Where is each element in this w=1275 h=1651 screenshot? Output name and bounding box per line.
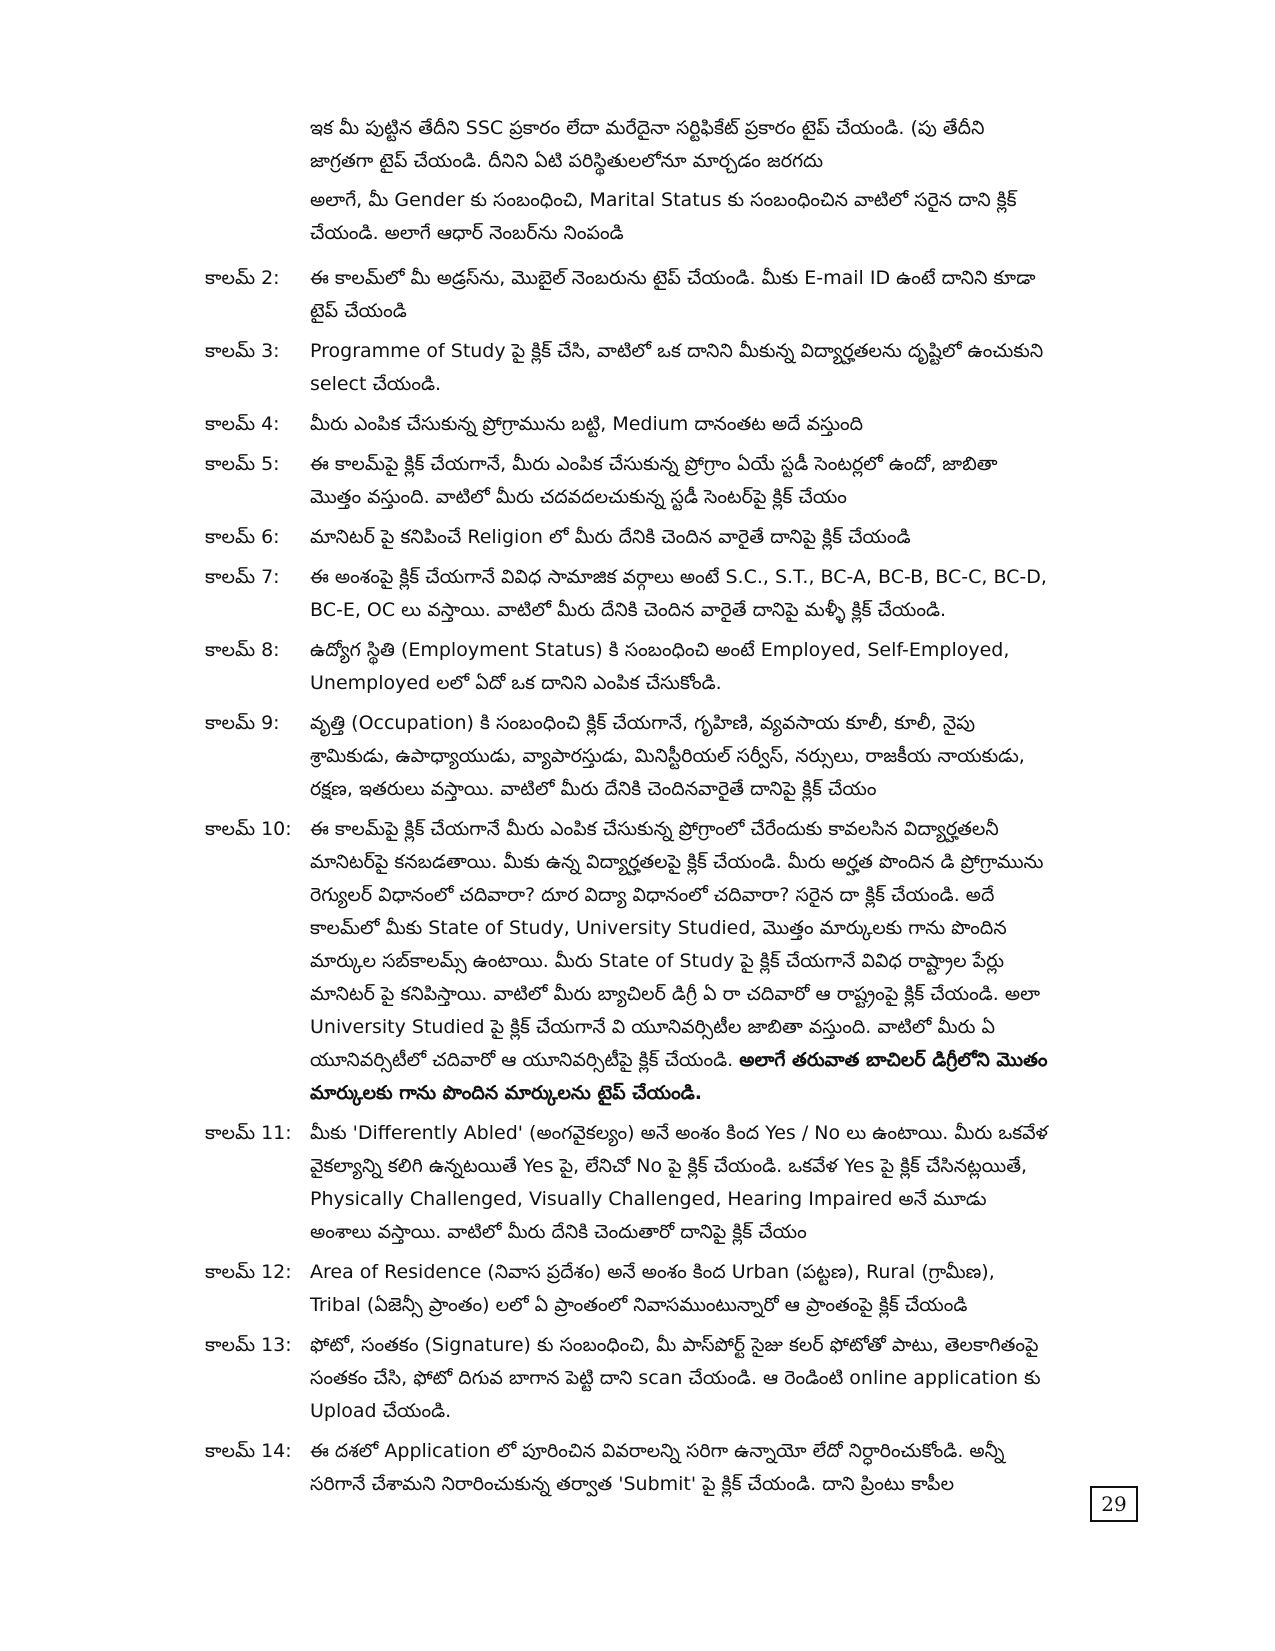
column-text: మీకు 'Differently Abled' (అంగవైకల్యం) అనే అంశం కింద Yes / No లు ఉంటాయి. మీరు ఒకవేళ వైకల్యాన్ని కలిగి ఉన్నటయితే Yes పై, లేనిచో No పై క్లిక్ చేయండి. ఒకవేళ Yes పై క్లిక్ చేసినట్లయితే, Physically Challenged, Visually Challenged, Hearing Impaired అనే మూడు అంశాలు వస్తాయి. వాటిలో మీరు దేనికి చెందుతారో దానిపై క్లిక్ చేయం xyxy=(310,1122,1048,1243)
intro-section xyxy=(310,112,1050,256)
column-label: కాలమ్ 7: xyxy=(205,566,280,588)
column-item-6 xyxy=(205,521,1055,554)
column-label: కాలమ్ 14: xyxy=(205,1440,292,1462)
column-text: Programme of Study పై క్లిక్ చేసి, వాటిలో ఒక దానిని మీకున్న విద్యార్హతలను దృష్టిలో ఉంచుకుని select చేయండి. xyxy=(310,340,1044,395)
column-label: కాలమ్ 8: xyxy=(205,639,280,661)
column-item-7 xyxy=(205,561,1055,627)
column-item-2 xyxy=(205,262,1055,328)
column-label: కాలమ్ 2: xyxy=(205,267,280,289)
column-text: మీరు ఎంపిక చేసుకున్న ప్రోగ్రామును బట్టి, Medium దానంతట అదే వస్తుంది xyxy=(310,413,864,435)
column-label: కాలమ్ 6: xyxy=(205,526,280,548)
column-text-block xyxy=(310,813,1050,1110)
column-label: కాలమ్ 3: xyxy=(205,340,280,362)
column-text: మానిటర్ పై కనిపించే Religion లో మీరు దేనికి చెందిన వారైతే దానిపై క్లిక్ చేయండి xyxy=(310,526,911,548)
column-item-12 xyxy=(205,1256,1055,1322)
column-text: ఈ కాలమ్‌పై క్లిక్ చేయగానే, మీరు ఎంపిక చేసుకున్న ప్రోగ్రాం ఏయే స్టడీ సెంటర్లలో ఉందో, జాబితా మొత్తం వస్తుంది. వాటిలో మీరు చదవదలచుకున్న స్టడీ సెంటర్‌పై క్లిక్ చేయం xyxy=(310,453,998,508)
column-item-9 xyxy=(205,707,1055,806)
column-item-3 xyxy=(205,335,1055,401)
column-item-11 xyxy=(205,1117,1055,1249)
column-text: ఈ అంశంపై క్లిక్ చేయగానే వివిధ సామాజిక వర్గాలు అంటే S.C., S.T., BC-A, BC-B, BC-C, BC-D, BC-E, OC లు వస్తాయి. వాటిలో మీరు దేనికి చెందిన వారైతే దానిపై మళ్ళీ క్లిక్ చేయండి. xyxy=(310,566,1047,621)
column-label: కాలమ్ 10: xyxy=(205,818,292,840)
column-item-14 xyxy=(205,1435,1055,1501)
intro-paragraph-dob: ఇక మీ పుట్టిన తేదీని SSC ప్రకారం లేదా మరేదైనా సర్టిఫికేట్ ప్రకారం టైప్ చేయండి. (పు తేదీని జాగ్రతగా టైప్ చేయండి. దీనిని ఏటి పరిస్థితులలోనూ మార్చడం జరగదు xyxy=(310,117,985,172)
column-text-bold: అలాగే తరువాత బాచిలర్ డిగ్రీలోని మొతం మార్కులకు గాను పొందిన మార్కులను టైప్ చేయండి. xyxy=(310,1049,1048,1104)
column-label: కాలమ్ 13: xyxy=(205,1334,292,1356)
column-item-5 xyxy=(205,448,1055,514)
column-label: కాలమ్ 4: xyxy=(205,413,280,435)
column-text: ఈ కాలమ్‌లో మీ అడ్రస్‌ను, మొబైల్ నెంబరును టైప్ చేయండి. మీకు E-mail ID ఉంటే దానిని కూడా టైప్ చేయండి xyxy=(310,267,1036,322)
column-text: ఉద్యోగ స్థితి (Employment Status) కి సంబంధించి అంటే Employed, Self-Employed, Unemployed లలో ఏదో ఒక దానిని ఎంపిక చేసుకోండి. xyxy=(310,639,1010,694)
column-item-10 xyxy=(205,813,1055,1110)
intro-paragraph-gender: అలాగే, మీ Gender కు సంబంధించి, Marital Status కు సంబంధించిన వాటిలో సరైన దాని క్లిక్ చేయండి. అలాగే ఆధార్ నెంబర్‌ను నింపండి xyxy=(310,189,1017,244)
column-label: కాలమ్ 5: xyxy=(205,453,280,475)
page-number-box: 29 xyxy=(1090,1486,1138,1522)
column-item-13 xyxy=(205,1329,1055,1428)
column-label: కాలమ్ 9: xyxy=(205,712,280,734)
column-item-8 xyxy=(205,634,1055,700)
column-text: ఈ దశలో Application లో పూరించిన వివరాలన్ని సరిగా ఉన్నాయో లేదో నిర్ధారించుకోండి. అన్నీ సరిగానే చేశామని నిరారించుకున్న తర్వాత 'Submit' పై క్లిక్ చేయండి. దాని ప్రింటు కాపీల xyxy=(310,1440,1005,1495)
column-instructions xyxy=(205,262,1055,1508)
column-text: Area of Residence (నివాస ప్రదేశం) అనే అంశం కింద Urban (పట్టణ), Rural (గ్రామీణ), Tribal (ఏజెన్సీ ప్రాంతం) లలో ఏ ప్రాంతంలో నివాసముంటున్నారో ఆ ప్రాంతంపై క్లిక్ చేయండి xyxy=(310,1261,995,1316)
column-label: కాలమ్ 11: xyxy=(205,1122,292,1144)
column-text: ఈ కాలమ్‌పై క్లిక్ చేయగానే మీరు ఎంపిక చేసుకున్న ప్రోగ్రాంలో చేరేందుకు కావలసిన విద్యార్హతలనీ మానిటర్‌పై కనబడతాయి. మీకు ఉన్న విద్యార్హతలపై క్లిక్ చేయండి. మీరు అర్హత పొందిన డి ప్రోగ్రామును రెగ్యులర్ విధానంలో చదివారా? దూర విద్యా విధానంలో చదివారా? సరైన దా క్లిక్ చేయండి. అదే కాలమ్‌లో మీకు State of Study, University Studied, మొత్తం మార్కులకు గాను పొందిన మార్కుల సబ్‌కాలమ్స్ ఉంటాయి. మీరు State of Study పై క్లిక్ చేయగానే వివిధ రాష్ట్రాల పేర్లు మానిటర్ పై కనిపిస్తాయి. వాటిలో మీరు బ్యాచిలర్ డిగ్రీ ఏ రా చదివారో ఆ రాష్ట్రంపై క్లిక్ చేయండి. అలా University Studied పై క్లిక్ చేయగానే వి యూనివర్సిటీల జాబితా వస్తుంది. వాటిలో మీరు ఏ యూనివర్సిటీలో చదివారో ఆ యూనివర్సిటీపై క్లిక్ చేయండి. xyxy=(310,818,1044,1071)
column-text: ఫోటో, సంతకం (Signature) కు సంబంధించి, మీ పాస్‌పోర్ట్ సైజు కలర్ ఫోటోతో పాటు, తెలకాగితంపై సంతకం చేసి, ఫోటో దిగువ బాగాన పెట్టి దాని scan చేయండి. ఆ రెండింటి online application కు Upload చేయండి. xyxy=(310,1334,1041,1422)
column-label: కాలమ్ 12: xyxy=(205,1261,292,1283)
column-text: వృత్తి (Occupation) కి సంబంధించి క్లిక్ చేయగానే, గృహిణి, వ్యవసాయ కూలీ, కూలీ, నైపు శ్రామికుడు, ఉపాధ్యాయుడు, వ్యాపారస్తుడు, మినిస్టీరియల్ సర్వీస్, నర్సులు, రాజకీయ నాయకుడు, రక్షణ, ఇతరులు వస్తాయి. వాటిలో మీరు దేనికి చెందినవారైతే దానిపై క్లిక్ చేయం xyxy=(310,712,1025,800)
column-item-4 xyxy=(205,408,1055,441)
